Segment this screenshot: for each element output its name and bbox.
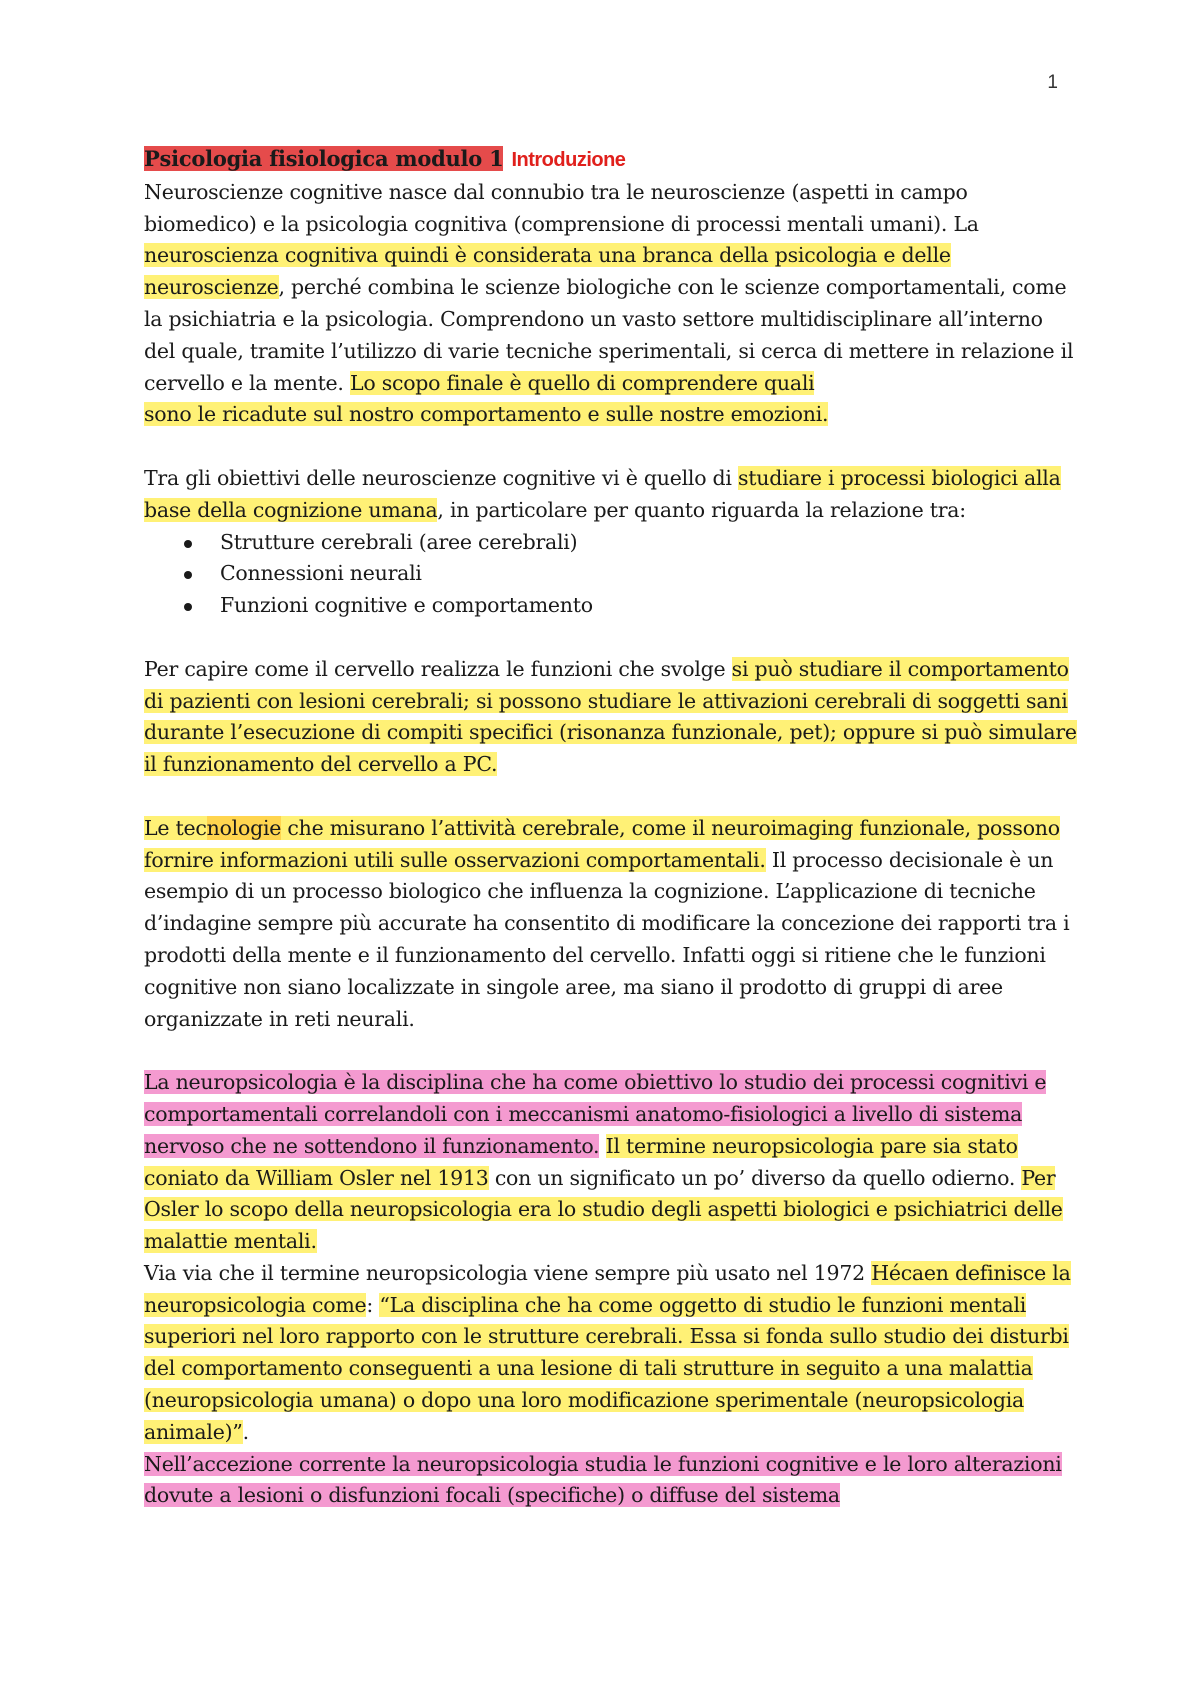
highlighted-text: nologie — [206, 815, 282, 840]
highlighted-text: Per Osler lo scopo della neuropsicologia era lo studio degli aspetti biologici e psichiatrici delle malattie mentali. — [144, 1165, 1063, 1254]
text-run: . — [242, 1419, 249, 1444]
highlighted-text: La neuropsicologia è la disciplina che ha come obiettivo lo studio dei processi cognitivi e comportamentali correlandoli con i meccanismi anatomo-fisiologici a livello di sistema nervoso che ne sottendono il funzionamento. — [144, 1070, 1047, 1158]
highlighted-text: che misurano l’attività cerebrale, come il neuroimaging funzionale, possono fornire informazioni utili sulle osservazioni comportamentali. — [144, 815, 1060, 872]
list-item: Funzioni cognitive e comportamento — [182, 590, 1079, 622]
paragraph-intro — [144, 177, 1079, 400]
text-run: Neuroscienze cognitive nasce dal connubio tra le neuroscienze (aspetti in campo biomedico) e la psicologia cognitiva (comprensione di processi mentali umani). La — [144, 179, 979, 236]
text-run: Per capire come il cervello realizza le funzioni che svolge — [144, 656, 732, 681]
paragraph-objectives — [144, 463, 1079, 527]
document-body — [144, 143, 1079, 1512]
highlighted-text: neuroscienza cognitiva quindi è considerata una branca della psicologia e delle neuroscienze — [144, 243, 951, 300]
paragraph-methods — [144, 654, 1079, 781]
section-subtitle: Introduzione — [511, 149, 626, 171]
highlighted-text: Nell’accezione corrente la neuropsicologia studia le funzioni cognitive e le loro alterazioni dovute a lesioni o disfunzioni focali (specifiche) o diffuse del sistema — [144, 1451, 1062, 1508]
highlighted-text: “La disciplina che ha come oggetto di studio le funzioni mentali superiori nel loro rapporto con le strutture cerebrali. Essa si fonda sullo studio dei disturbi del comportamento conseguenti a una lesione di tali strutture in seguito a una malattia (neuropsicologia umana) o dopo una loro modificazione sperimentale (neuropsicologia animale)” — [144, 1292, 1069, 1444]
text-run: Tra gli obiettivi delle neuroscienze cognitive vi è quello di — [144, 465, 738, 490]
text-run: Il processo decisionale è un esempio di un processo biologico che influenza la cognizione. L’applicazione di tecniche d’indagine sempre più accurate ha consentito di modificare la concezione dei rapporti tra i prodotti della mente e il funzionamento del cervello. Infatti oggi si ritiene che le funzioni cognitive non siano localizzate in singole aree, ma siano il prodotto di gruppi di aree organizzate in reti neurali. — [144, 847, 1070, 1031]
document-title: Psicologia fisiologica modulo 1 — [144, 146, 504, 171]
paragraph-neuropsychology — [144, 1067, 1079, 1258]
heading-line — [144, 143, 1079, 177]
text-run: con un significato un po’ diverso da quello odierno. — [488, 1165, 1022, 1190]
highlighted-text: Hécaen definisce la neuropsicologia come — [144, 1260, 1071, 1317]
list-item: Connessioni neurali — [182, 558, 1079, 590]
text-run: , perché combina le scienze biologiche con le scienze comportamentali, come la psichiatria e la psicologia. Comprendono un vasto settore multidisciplinare all’interno del quale, tramite l’utilizzo di varie tecniche sperimentali, si cerca di mettere in relazione il cervello e la mente. — [144, 275, 1074, 395]
text-run: , in particolare per quanto riguarda la relazione tra: — [437, 497, 966, 522]
highlighted-text: Lo scopo finale è quello di comprendere quali — [349, 370, 815, 395]
highlighted-text: Il termine neuropsicologia pare sia stato coniato da William Osler nel 1913 — [144, 1133, 1018, 1190]
text-run — [599, 1134, 605, 1158]
highlighted-text: Le tec — [144, 815, 207, 840]
text-run: Via via che il termine neuropsicologia viene sempre più usato nel 1972 — [144, 1260, 872, 1285]
paragraph-current-definition — [144, 1449, 1079, 1513]
text-run: : — [366, 1292, 380, 1317]
page-number: 1 — [1047, 72, 1058, 93]
paragraph-hecaen — [144, 1258, 1079, 1449]
highlighted-text: si può studiare il comportamento di pazienti con lesioni cerebrali; si possono studiare le attivazioni cerebrali di soggetti sani durante l’esecuzione di compiti specifici (risonanza funzionale, pet); oppure si può simulare il funzionamento del cervello a PC. — [144, 656, 1077, 777]
paragraph-intro-continuation — [144, 399, 1079, 431]
highlighted-text: studiare i processi biologici alla base della cognizione umana — [144, 465, 1061, 522]
bullet-list — [144, 527, 1079, 622]
list-item: Strutture cerebrali (aree cerebrali) — [182, 527, 1079, 559]
highlighted-text: sono le ricadute sul nostro comportamento e sulle nostre emozioni. — [144, 402, 829, 427]
paragraph-technologies — [144, 813, 1079, 1036]
